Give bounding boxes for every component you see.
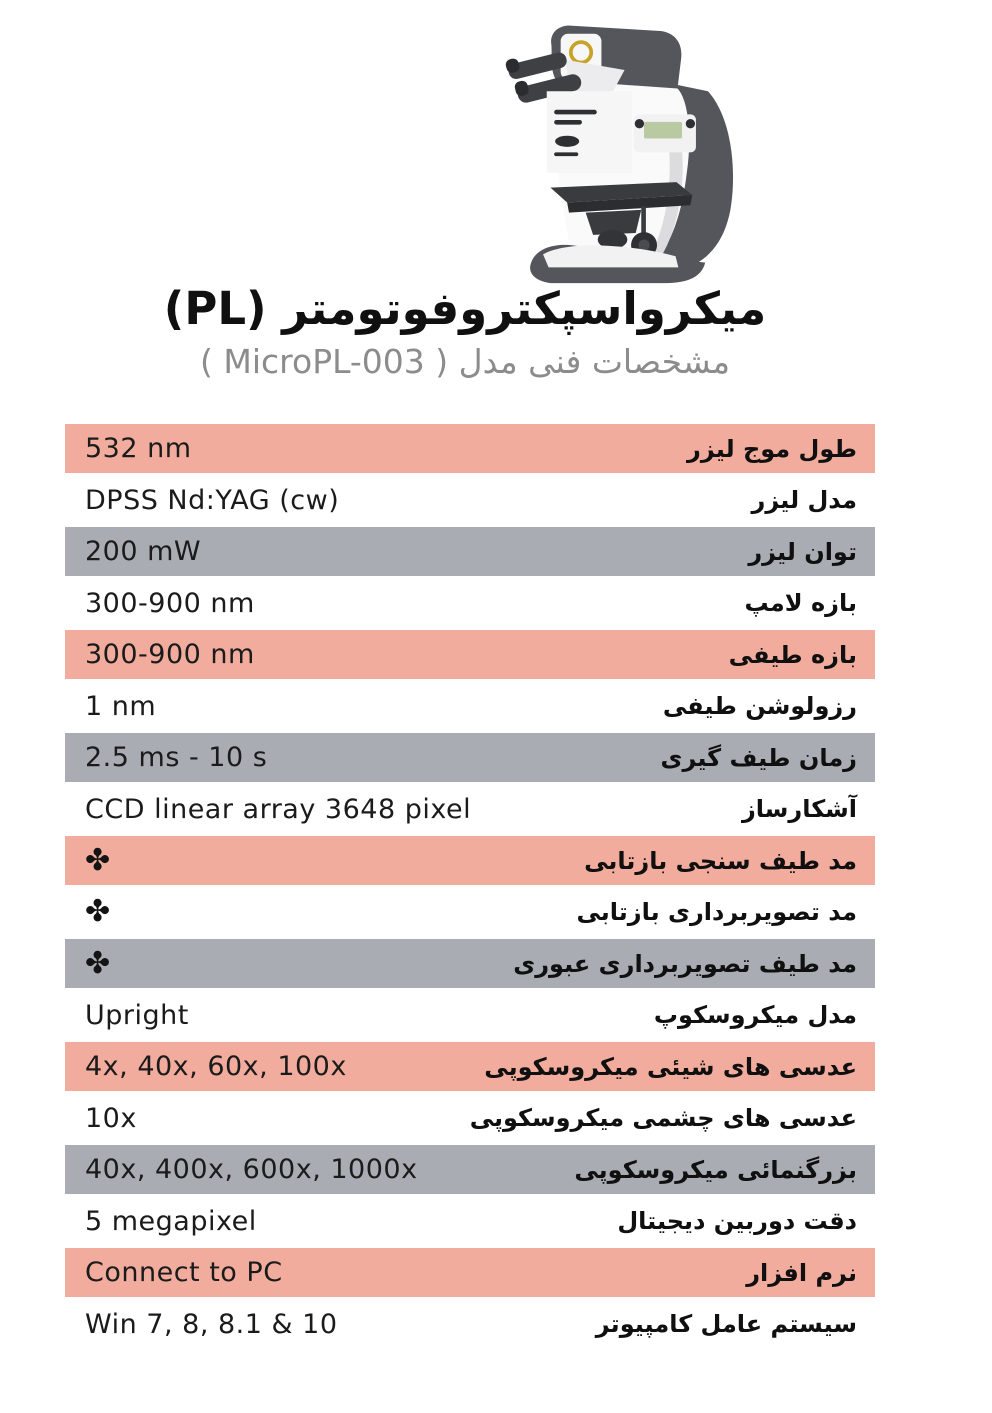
- spec-label: مد تصویربرداری بازتابی: [576, 898, 857, 926]
- microscope-illustration: [488, 6, 776, 284]
- spec-value: 532 nm: [85, 433, 192, 464]
- table-row: [65, 1300, 875, 1349]
- table-row: [65, 476, 875, 525]
- table-row: [65, 527, 875, 576]
- table-row: [65, 1248, 875, 1297]
- spec-label: بازه طیفی: [728, 640, 857, 669]
- spec-label: رزولوشن طیفی: [662, 692, 857, 720]
- table-row: [65, 1145, 875, 1194]
- check-symbol-icon: ✤: [85, 894, 111, 929]
- spec-label: نرم افزار: [746, 1258, 857, 1287]
- spec-label: بزرگنمائی میکروسکوپی: [574, 1155, 857, 1184]
- table-row: [65, 785, 875, 834]
- spec-value: 10x: [85, 1102, 137, 1134]
- spec-value: 40x, 400x, 600x, 1000x: [85, 1154, 418, 1185]
- spec-label: مد طیف تصویربرداری عبوری: [513, 949, 857, 978]
- table-row: [65, 888, 875, 937]
- table-row: [65, 733, 875, 782]
- spec-label: بازه لامپ: [744, 589, 857, 617]
- spec-label: عدسی های چشمی میکروسکوپی: [469, 1104, 857, 1132]
- spec-label: عدسی های شیئی میکروسکوپی: [484, 1052, 857, 1081]
- table-row: [65, 682, 875, 731]
- page-title: میکرواسپکتروفوتومتر (PL): [163, 282, 767, 335]
- spec-value: Win 7, 8, 8.1 & 10: [85, 1308, 338, 1340]
- spec-value: 200 mW: [85, 536, 202, 567]
- spec-label: آشکارساز: [741, 795, 857, 823]
- table-row: [65, 1094, 875, 1143]
- table-row: [65, 991, 875, 1040]
- spec-value: CCD linear array 3648 pixel: [85, 793, 472, 825]
- spec-label: طول موج لیزر: [687, 434, 857, 463]
- spec-value: 4x, 40x, 60x, 100x: [85, 1051, 347, 1082]
- table-row: [65, 424, 875, 473]
- check-symbol-icon: ✤: [85, 945, 111, 981]
- upright-microscope-graphic: [488, 6, 776, 284]
- spec-value: DPSS Nd:YAG (cw): [85, 484, 340, 516]
- page-subtitle: مشخصات فنی مدل ( MicroPL-003 ): [200, 342, 730, 381]
- spec-label: مدل لیزر: [751, 486, 857, 514]
- spec-label: زمان طیف گیری: [660, 743, 857, 772]
- table-row: [65, 939, 875, 988]
- spec-value: 2.5 ms - 10 s: [85, 742, 268, 773]
- spec-label: توان لیزر: [748, 537, 857, 566]
- spec-value: Connect to PC: [85, 1257, 283, 1288]
- control-panel: [634, 114, 696, 152]
- spec-label: سیستم عامل کامپیوتر: [595, 1310, 857, 1338]
- spec-value: 300-900 nm: [85, 587, 255, 619]
- spec-label: دقت دوربین دیجیتال: [617, 1207, 857, 1235]
- table-row: [65, 630, 875, 679]
- spec-table: [65, 424, 875, 1351]
- check-symbol-icon: ✤: [85, 842, 111, 878]
- spec-value: 5 megapixel: [85, 1205, 257, 1237]
- spec-label: مد طیف سنجی بازتابی: [584, 846, 857, 875]
- spec-value: Upright: [85, 999, 189, 1031]
- spec-value: 300-900 nm: [85, 639, 255, 670]
- spec-value: 1 nm: [85, 690, 157, 722]
- table-row: [65, 1042, 875, 1091]
- table-row: [65, 836, 875, 885]
- table-row: [65, 579, 875, 628]
- spec-label: مدل میکروسکوپ: [653, 1001, 857, 1029]
- table-row: [65, 1197, 875, 1246]
